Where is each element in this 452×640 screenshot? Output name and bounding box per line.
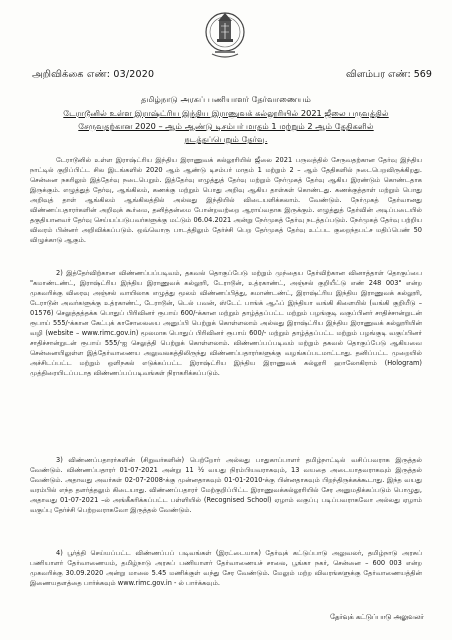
paragraph-eligibility: 3) விண்ணப்பதாரர்களின் (சிறுவர்களின்) பெற்றோர் அல்லது பாதுகாப்பாளர் தமிழ்நாட்டில் வசிப்பவராக இருத்தல் வேண்டும். விண்ணப்பதாரர் 01-07-2021 அன்று 11 ½ வயது நிரம்பியவராகவும், 13 வயதை அடையாதவராகவும் இருத்தல் வேண்டும். அதாவது அவர்கள் 02-07-2008-க்கு முன்னதாகவும் 01-01-2010-க்கு பின்னதாகவும் பிறந்திருக்கக்கூடாது. இந்த வயது வரம்பில் எந்த தளர்த்தலும் கிடையாது. விண்ணப்பதாரர் மேற்குறிப்பிட்ட இராணுவக்கல்லூரியில் சேர அனுமதிக்கப்படும் பொழுது, அதாவது 01-07-2021 –ல் அங்கீகரிக்கப்பட்ட பள்ளியில் (Recognised School) ஏழாம் வகுப்பு படிப்பவராகவோ அல்லது ஏழாம் வகுப்பு தேர்ச்சி பெற்றவராகவோ இருத்தல் வேண்டும். <box>30 456 422 515</box>
exam-title-line-1: டேராடூனில் உள்ள இராஷ்ட்ரிய இந்திய இராணுவக் கல்லூரியில் 2021 ஜீலை பருவத்தில் <box>63 108 389 118</box>
commission-title: தமிழ்நாடு அரசுப் பணியாளர் தேர்வாணையம் <box>141 94 311 104</box>
paragraph-submission: 4) பூர்த்தி செய்யப்பட்ட விண்ணப்பப் படிவங்கள் (இரட்டையாக) தேர்வுக் கட்டுப்பாடு அலுவலர், தமிழ்நாடு அரசுப் பணியாளர் தேர்வாணையம், தமிழ்நாடு அரசுப் பணியாளர் தேர்வாணையச் சாலை, பூங்கா நகர், சென்னை – 600 003 என்ற முகவரிக்கு 30.09.2020 அன்று மாலை 5.45 மணிக்குள் வந்து சேர வேண்டும். மேலும் மற்ற விவரங்களுக்கு தேர்வாணையத்தின் இணையதளத்தை பார்க்கவும் www.rimc.gov.in - ல் பார்க்கவும். <box>30 549 422 588</box>
paragraph-application-form: 2) இத்தேர்விற்கான விண்ணப்பப்படிவம், தகவல் தொகுப்பேடு மற்றும் முந்தைய தேர்விற்கான வினாத்தாள் தொகுப்பை "கமாண்டண்ட், இராஷ்ட்ரிய இந்திய இராணுவக் கல்லூரி, டேராடூன், உத்ரகாண்ட், அஞ்சல் குறியீட்டு எண் 248 003" என்ற முகவரிக்கு விரைவு அஞ்சல் வாயிலாக எழுத்து மூலம் விண்ணப்பித்து, கமாண்டண்ட், இராஷ்ட்ரிய இந்திய இராணுவக் கல்லூரி, டேராடூன் அவர்களுக்கு உத்ரகாண்ட், டேராடூன், டெல் பவன், ஸ்டேட் பாங்க் ஆஃப் இந்தியா வங்கி கிளையில் (வங்கி குறியீடு – 01576) செலுத்தத்தக்க பொதுப் பிரிவினர் ரூபாய் 600/-க்கான மற்றும் தாழ்த்தப்பட்ட மற்றும் பழங்குடி வகுப்பினர் சாதிச்சான்றுடன் ரூபாய் 555/-க்கான கேட்புக் காசோலையை அனுப்பி பெற்றுக் கொள்ளலாம் அல்லது இராஷ்ட்ரிய இந்திய இராணுவக் கல்லூரியின் வழி (website – www.rimc.gov.in) மூலமாக பொதுப் பிரிவினர் ரூபாய் 600/- மற்றும் தாழ்த்தப்பட்ட மற்றும் பழங்குடி வகுப்பினர் சாதிச்சான்றுடன் ரூபாய் 555/-ஐ செலுத்தி பெற்றுக் கொள்ளலாம். விண்ணப்பப்படிவம் மற்றும் தகவல் தொகுப்பேடு ஆகியவை சென்னையிலுள்ள இத்தேர்வாணைய அலுவலகத்திலிருந்து விண்ணப்பதாரர்களுக்கு வழங்கப்படமாட்டாது. தனிப்பட்ட முறையில் அச்சிடப்பட்ட மற்றும் ஒளிநகல் எடுக்கப்பட்ட இராஷ்ட்ரிய இந்திய இராணுவக் கல்லூரி ஹாலோகிராம் (Hologram) முத்திரையிடப்படாத விண்ணப்பப்படிவங்கள் நிராகரிக்கப்படும். <box>30 269 422 378</box>
signature-designation: தேர்வுக் கட்டுப்பாடு அலுவலர் <box>330 613 424 621</box>
exam-title-line-3: நடத்தப்பெறும் தேர்வு. <box>184 134 268 144</box>
paragraph-exam-details: டேராடூனில் உள்ள இராஷ்ட்ரிய இந்திய இராணுவக் கல்லூரியில் ஜீலை 2021 பருவத்தில் சேருவதற்கான தேர்வு இந்திய நாட்டில் குறிப்பிட்ட சில இடங்களில் 2020 ஆம் ஆண்டு டிசம்பர் மாதம் 1 மற்றும் 2 – ஆம் தேதிகளில் நடைபெறவிருக்கிறது. சென்னை நகரிலும் இத்தேர்வு நடைபெறும். இத்தேர்வு எழுத்துத் தேர்வு மற்றும் நேர்முகத் தேர்வு ஆகிய இரண்டும் கொண்டதாக இருக்கும். எழுத்துத் தேர்வு, ஆங்கிலம், கணக்கு மற்றும் பொது அறிவு ஆகிய தாள்கள் கொண்டது. கணக்குத்தாள் மற்றும் பொது அறிவுத் தாள் ஆங்கிலம் ஆங்கிலத்தில் அல்லது இந்தியில் விடையளிக்கலாம். வேண்டும். நேர்முகத் தேர்வானது விண்ணப்பதாரர்களின் அறிவுக் கூர்மை, தனித்தன்மை போன்றவற்றை ஆராய்வதாக இருக்கும். எழுத்துத் தேர்வின் அடிப்படையில் தகுதியானவர் தேர்வு செய்யப்படுபவர்களுக்கு மட்டும் 06.04.2021 அன்று நேர்முகத் தேர்வு நடத்தப்படும். நேர்முகத் தேர்வு பற்றிய விவரம் பின்னர் அறிவிக்கப்படும். ஒவ்வொரு பாடத்திலும் தேர்ச்சி பெற தேர்முகத் தேர்வு உட்பட குறைந்தபட்ச மதிப்பெண் 50 விழுக்காடு ஆகும். <box>30 156 422 245</box>
tamil-nadu-emblem-icon <box>204 8 246 62</box>
exam-title-line-2: சேருவதற்கான 2020 – ஆம் ஆண்டு டிசம்பர் மாதம் 1 மற்றும் 2 ஆம் தேதிகளில் <box>78 121 374 131</box>
advertisement-number: விளம்பர எண்: 569 <box>346 69 432 80</box>
notification-number: அறிவிக்கை எண்: 03/2020 <box>32 69 155 80</box>
